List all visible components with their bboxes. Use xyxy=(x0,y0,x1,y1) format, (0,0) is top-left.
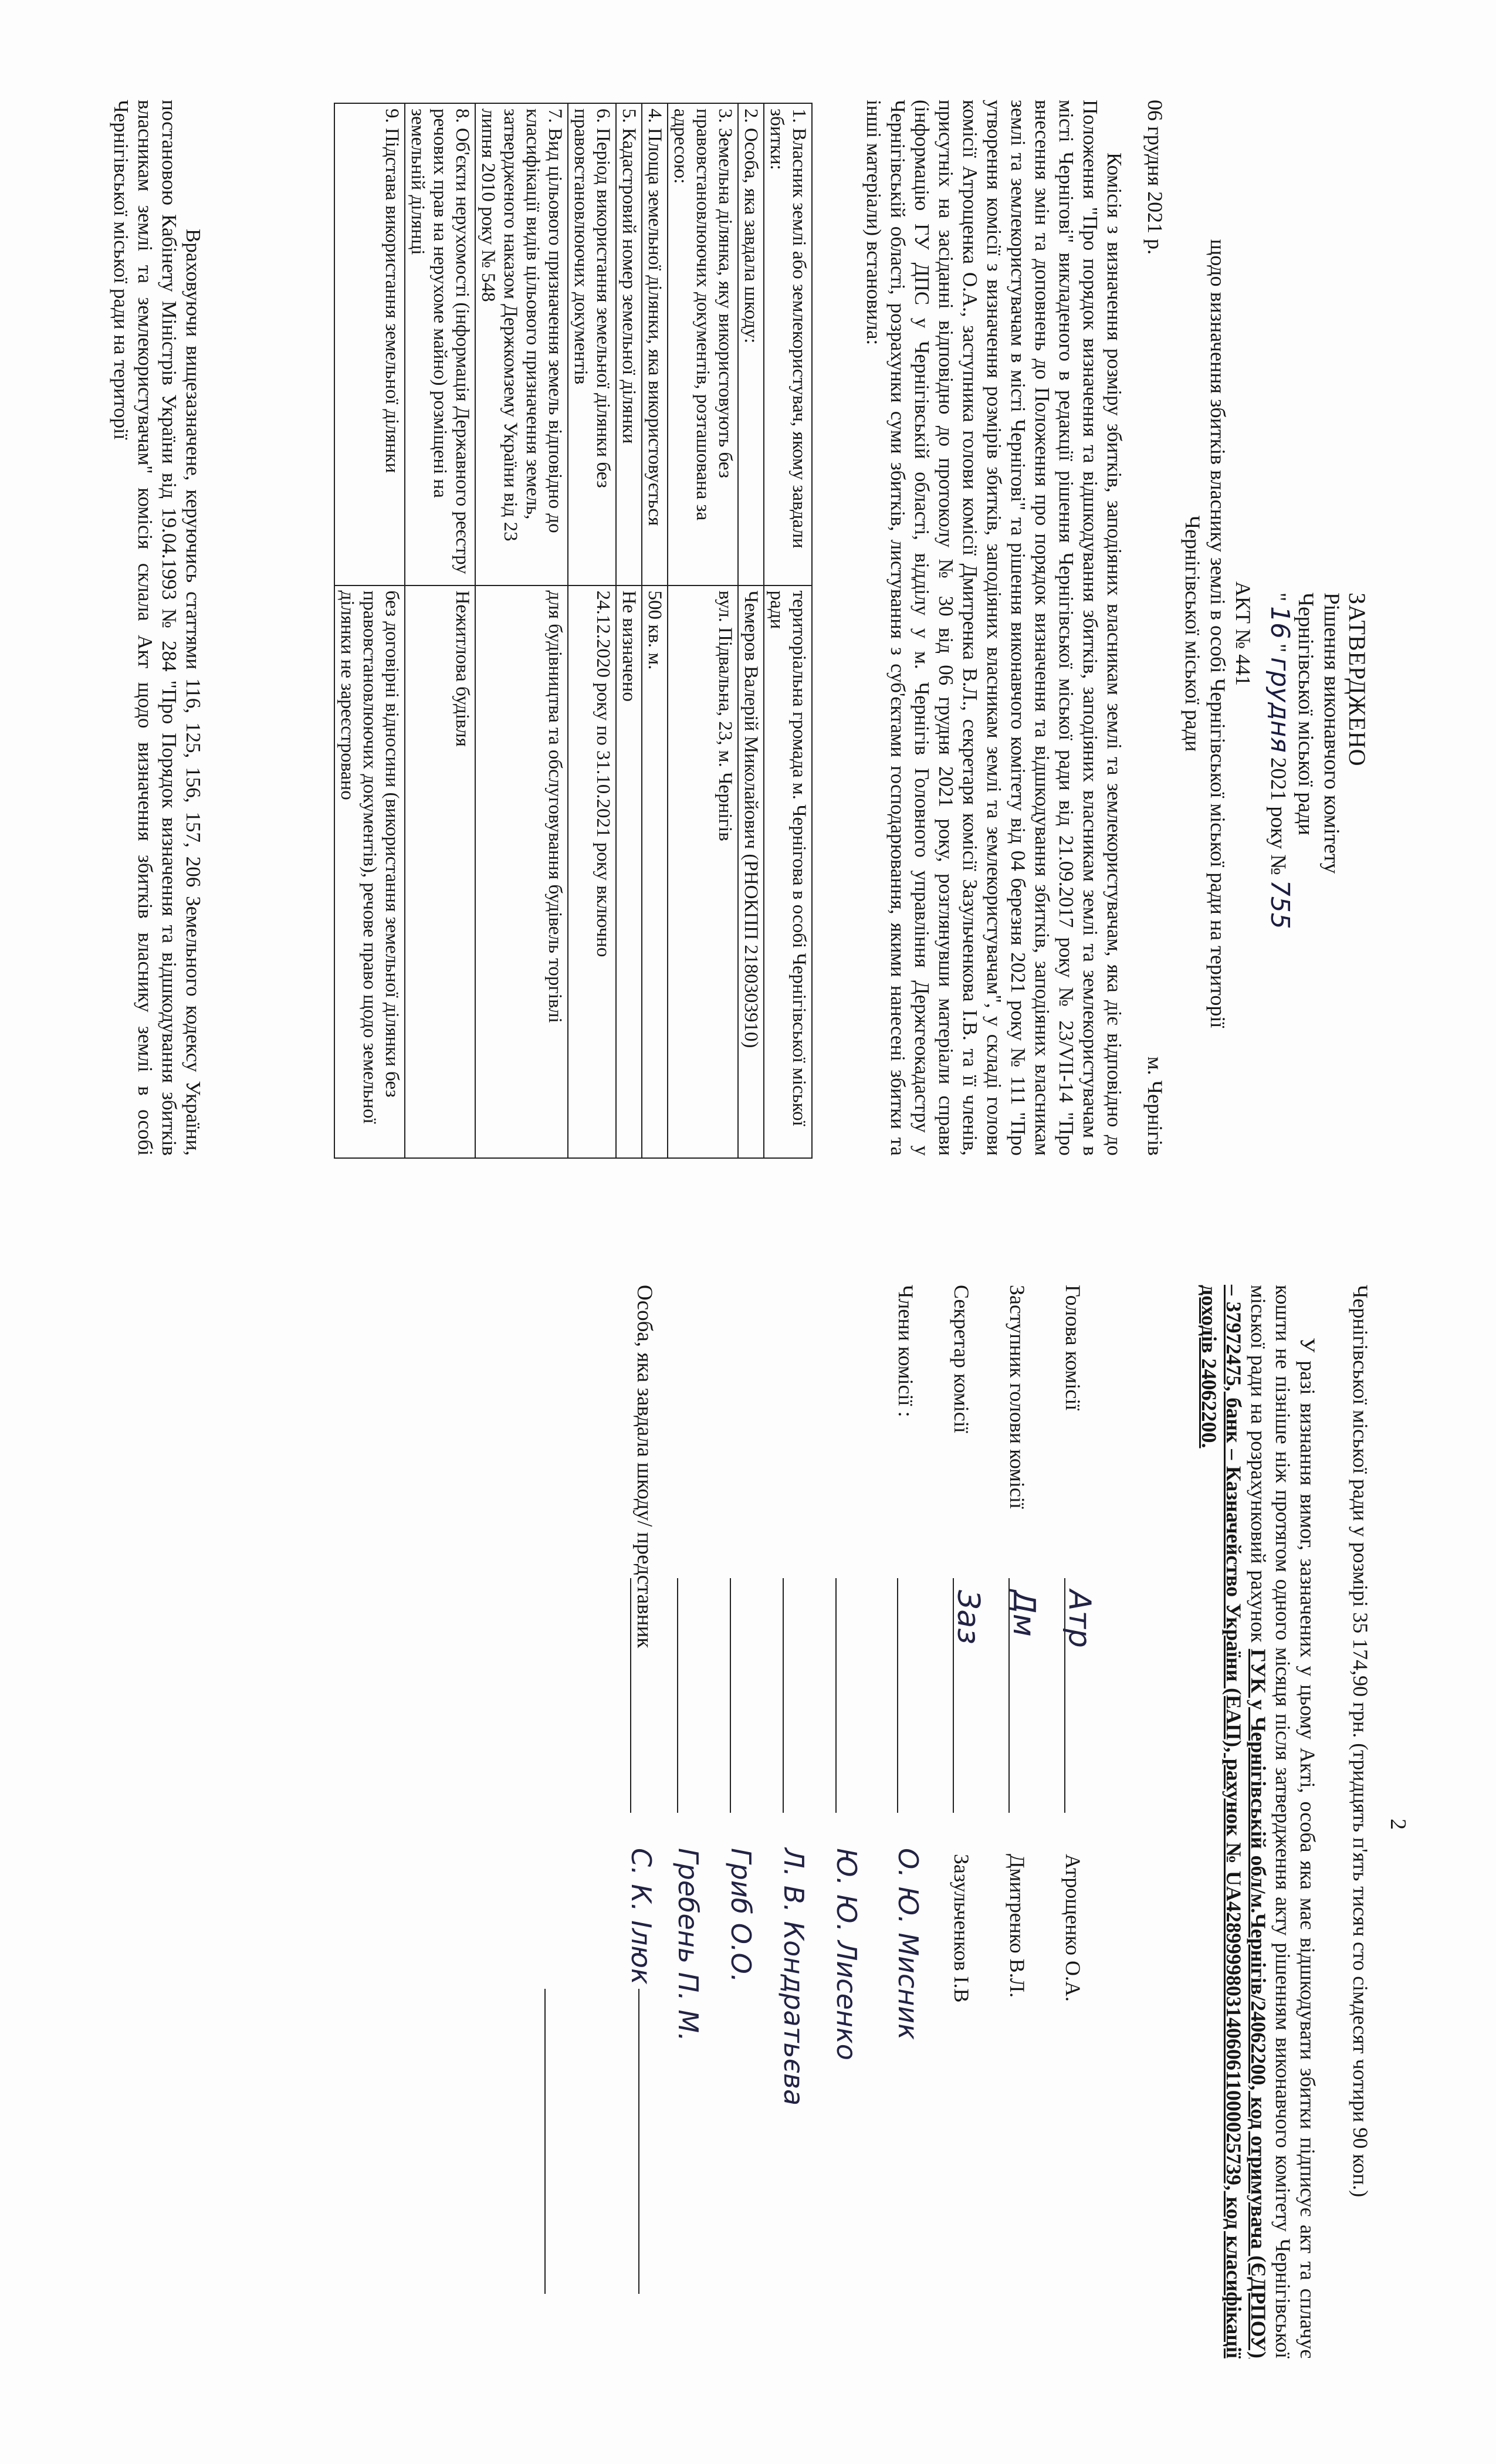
details-row xyxy=(668,103,738,1158)
act-number: АКТ № 441 xyxy=(1231,581,1255,686)
approval-line2: Чернігівської міської ради xyxy=(1294,593,1318,835)
details-row xyxy=(334,103,405,1158)
signature-role: Члени комісії : xyxy=(894,1285,918,1417)
payment-text: У разі визнання вимог, зазначених у цьому Акті, особа яка має відшкодувати збитки підписує акт та сплачує кошти не пізніше ніж протягом одного місяця після затвердження акту рішенням виконавчого комітету Чернігівської міської ради на розрахунковий рахунок xyxy=(1247,1285,1319,2358)
signature-line xyxy=(677,1578,678,1813)
signature-line xyxy=(835,1578,837,1813)
details-row xyxy=(616,103,642,1158)
signature-row xyxy=(994,1285,1041,2399)
offender-label: Особа, яка завдала шкоду/ представник xyxy=(632,1285,656,1649)
details-value: територіальна громада м. Чернігова в особі Чернігівської міської ради xyxy=(764,585,812,1158)
signature-line xyxy=(783,1578,784,1813)
details-key: 7. Вид цільового призначення земель відповідно до класифікації видів цільового призначення земель, затвердженого наказом Держкомзему України від 23 липня 2010 року № 548 xyxy=(475,103,568,585)
approval-stamp xyxy=(1265,593,1370,1038)
signature-role: Голова комісії xyxy=(1061,1285,1085,1411)
details-key: 9. Підстава використання земельної ділянки xyxy=(334,103,405,585)
payment-requisites: ГУК у Чернігівській обл/м.Чернігів/24062200, код отримувача (ЄДРПОУ) – 37972475, банк – Казначейство України (ЕАП), рахунок № UA428999980314060611000025739, код класифікації доходів 24062200. xyxy=(1197,1285,1270,2359)
details-key: 8. Об'єкти нерухомості (інформація Державного реєстру речових прав на нерухоме майно) розміщені на земельній ділянці xyxy=(405,103,475,585)
signature-row xyxy=(769,1285,810,2399)
details-row xyxy=(405,103,475,1158)
details-key: 4. Площа земельної ділянки, яка використовується xyxy=(642,103,668,585)
offender-signature-block xyxy=(632,1285,657,2399)
signature-row xyxy=(939,1285,986,2399)
signatory-name: Атрощенко О.А. xyxy=(1061,1854,1085,2002)
details-row xyxy=(568,103,616,1158)
approval-title: ЗАТВЕРДЖЕНО xyxy=(1344,593,1370,767)
page-number: 2 xyxy=(1386,1819,1410,1830)
date-close-quote: " xyxy=(1266,644,1290,653)
payment-paragraph xyxy=(1197,1285,1320,2358)
offender-blank-line xyxy=(544,1989,546,2294)
approval-number: 755 xyxy=(1265,879,1295,929)
details-value: Нежитлова будівля xyxy=(405,585,475,1158)
act-title-line2: Чернігівської міської ради xyxy=(1181,515,1204,752)
details-row xyxy=(475,103,568,1158)
offender-signature-line xyxy=(638,1989,639,2294)
details-value: для будівництва та обслуговування будівель торгівлі xyxy=(475,585,568,1158)
act-date: 06 грудня 2021 р. xyxy=(1143,100,1167,255)
details-key: 5. Кадастровий номер земельної ділянки xyxy=(616,103,642,585)
details-value: Не визначено xyxy=(616,585,642,1158)
approval-month: грудня xyxy=(1265,657,1295,753)
act-heading xyxy=(1180,117,1255,1150)
signature-row xyxy=(1050,1285,1097,2399)
details-value: без договірні відносини (використання земельної ділянки без правовстановлюючих документів), речове право щодо земельної ділянки не зареєстровано xyxy=(334,585,405,1158)
details-value: Чемеров Валерій Миколайович (РНОКПП 2180303910) xyxy=(738,585,764,1158)
signature-row xyxy=(716,1285,757,2399)
act-city: м. Чернігів xyxy=(1143,1056,1167,1156)
signature-role: Заступник голови комісії xyxy=(1006,1285,1029,1509)
signature-row xyxy=(821,1285,862,2399)
signature-line xyxy=(897,1578,898,1813)
details-value: вул. Підвальна, 23, м. Чернігів xyxy=(668,585,738,1158)
handwritten-name: Ю. Ю. Лисенко xyxy=(831,1848,862,2060)
conclusion-paragraph: Враховуючи вищезазначене, керуючись статтями 116, 125, 156, 157, 206 Земельного кодексу України, постановою Кабінету Міністрів України від 19.04.1993 № 284 "Про Порядок визначення та відшкодування збитків власникам землі та землекористувачам" комісія склала Акт щодо визначення збитків власнику землі в особі Чернігівської міської ради на території xyxy=(110,100,205,1156)
signatory-name: Дмитренко В.Л. xyxy=(1006,1854,1029,1998)
approval-date-line xyxy=(1265,593,1295,1038)
approval-year: 2021 року № xyxy=(1266,757,1290,875)
handwritten-signature: Дм xyxy=(1006,1590,1041,1637)
details-row xyxy=(764,103,812,1158)
details-key: 2. Особа, яка завдала шкоду: xyxy=(738,103,764,585)
details-row xyxy=(642,103,668,1158)
details-key: 6. Період використання земельної ділянки без правовстановлюючих документів xyxy=(568,103,616,585)
signatory-name: Зазульченков І.В xyxy=(950,1854,973,2003)
handwritten-signature: Атр xyxy=(1062,1590,1097,1648)
act-details-body xyxy=(334,103,812,1158)
handwritten-signature: Заз xyxy=(950,1590,986,1644)
details-value: 24.12.2020 року по 31.10.2021 року включно xyxy=(568,585,616,1158)
signature-role: Секретар комісії xyxy=(950,1285,973,1433)
amount-continuation: Чернігівської міської ради у розмірі 35 174,90 грн. (тридцять п'ять тисяч сто сімдесят чотири 90 коп.) xyxy=(1349,1285,1372,2198)
details-value: 500 кв. м. xyxy=(642,585,668,1158)
handwritten-name: С. К. Ілюк xyxy=(625,1848,657,1985)
act-details-table xyxy=(334,103,813,1159)
details-row xyxy=(738,103,764,1158)
details-key: 3. Земельна ділянка, яку використовують без правовстановлюючих документів, розташована за адресою: xyxy=(668,103,738,585)
signature-line xyxy=(630,1578,631,1813)
signature-row xyxy=(663,1285,704,2399)
details-key: 1. Власник землі або землекористувач, якому завдали збитки: xyxy=(764,103,812,585)
approval-day: 16 xyxy=(1265,606,1295,639)
date-open-quote: " xyxy=(1266,593,1290,602)
signature-line xyxy=(730,1578,731,1813)
act-title-line1: щодо визначення збитків власнику землі в особі Чернігівської міської ради на території xyxy=(1206,239,1230,1028)
place-date-line xyxy=(1143,100,1167,1156)
page-two xyxy=(0,1232,1496,2464)
handwritten-name: Гриб О.О. xyxy=(725,1848,757,1983)
approval-line1: Рішення виконавчого комітету xyxy=(1319,593,1343,874)
commission-paragraph: Комісія з визначення розміру збитків, заподіяних власникам землі та землекористувачам, яка діє відповідно до Положення "Про порядок визначення та відшкодування збитків, заподіяних власникам землі та землекористувачам в місті Чернігові" викладеного в редакції рішення Чернігівської міської ради від 21.09.2017 року № 23/VII-14 "Про внесення змін та доповнень до Положення про порядок визначення та відшкодування збитків, заподіяних власникам землі та землекористувачам в місті Чернігові" та рішення виконавчого комітету від 04 березня 2021 року № 111 "Про утворення комісії з визначення розмірів збитків, заподіяних власникам землі та землекористувачам", у складі голови комісії Атрощенка О.А., заступника голови комісії Дмитренка В.Л., секретаря комісії Зазульченкова І.В. та її членів, присутніх на засіданні відповідно до протоколу № 30 від 06 грудня 2021 року, розглянувши матеріали справи (інформацію ГУ ДПС у Чернігівській області, відділу у м. Чернігів Головного управління Держгеокадастру у Чернігівській області, розрахунки суми збитків, листування з суб'єктами господарювання, якими нанесені збитки та інші матеріали) встановила: xyxy=(862,100,1126,1156)
handwritten-name: Гребень П. М. xyxy=(672,1848,704,2042)
handwritten-name: Л. В. Кондратьєва xyxy=(778,1848,810,2106)
handwritten-name: О. Ю. Мисник xyxy=(892,1848,924,2040)
signature-row xyxy=(883,1285,924,2399)
